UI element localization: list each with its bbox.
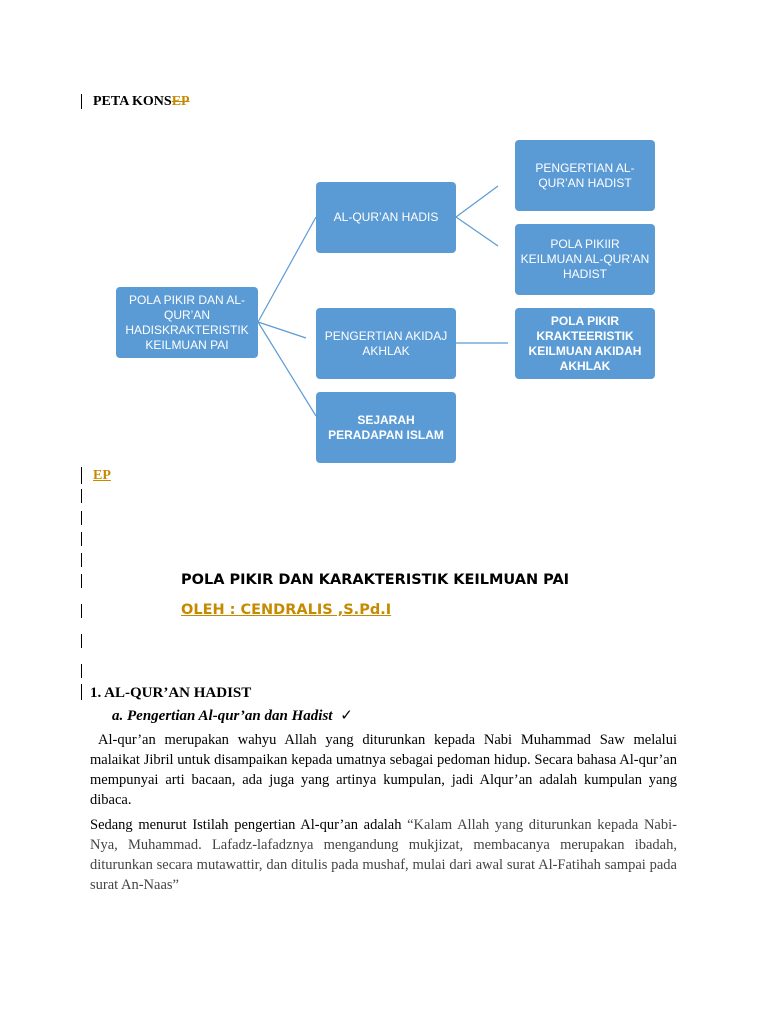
subsection-text: a. Pengertian Al-qur’an dan Hadist xyxy=(112,708,333,724)
paragraph-lead: Sedang menurut Istilah pengertian Al-qur’an adalah xyxy=(90,817,408,833)
change-bar xyxy=(81,684,82,700)
document-title: POLA PIKIR DAN KARAKTERISTIK KEILMUAN PAI xyxy=(181,572,570,588)
change-bar xyxy=(81,634,82,648)
map-node-akidah-akhlak: PENGERTIAN AKIDAJ AKHLAK xyxy=(316,308,456,379)
paragraph: Al-qur’an merupakan wahyu Allah yang diturunkan kepada Nabi Muhammad Saw melalui malaikat Jibril untuk disampaikan kepada umatnya sebagai pedoman hidup. Secara bahasa Al-qur’an mempunyai arti bacaan, ada juga yang artinya kumpulan, jadi Alqur’an adalah kumpulan yang dibaca. xyxy=(90,732,677,808)
deleted-text: EP xyxy=(171,94,190,109)
subsection-heading xyxy=(112,706,353,725)
map-node-pola-pikir-quran: POLA PIKIIR KEILMUAN AL-QUR’AN HADIST xyxy=(515,224,655,295)
quotation: “Kalam Allah yang diturunkan kepada Nabi-Nya, Muhammad. Lafadz-lafadznya mengandung mukjizat, membacanya merupakan ibadah, diturunkan secara mutawattir, dan ditulis pada mushaf, mulai dari awal surat Al-Fatihah sampai pada surat An-Naas” xyxy=(90,817,677,893)
map-node-sejarah: SEJARAH PERADAPAN ISLAM xyxy=(316,392,456,463)
paragraph xyxy=(90,815,677,895)
inserted-text: EP xyxy=(93,468,111,483)
change-bar xyxy=(81,664,82,678)
change-bar xyxy=(81,489,82,503)
change-bar xyxy=(81,604,82,618)
change-bar xyxy=(81,553,82,567)
change-bar xyxy=(81,94,82,109)
checkbox-glyph: ✓ xyxy=(340,708,353,724)
change-bar xyxy=(81,574,82,588)
author-line: OLEH : CENDRALIS ,S.Pd.I xyxy=(181,602,392,618)
map-node-quran-hadis: AL-QUR’AN HADIS xyxy=(316,182,456,253)
map-node-pengertian-quran: PENGERTIAN AL-QUR’AN HADIST xyxy=(515,140,655,211)
map-node-pola-pikir-akidah: POLA PIKIR KRAKTEERISTIK KEILMUAN AKIDAH AKHLAK xyxy=(515,308,655,379)
map-root-node: POLA PIKIR DAN AL-QUR’AN HADISKRAKTERISTIK KEILMUAN PAI xyxy=(116,287,258,358)
section-heading: 1. AL-QUR’AN HADIST xyxy=(90,685,252,701)
heading-text: PETA KONS xyxy=(93,94,172,109)
page-heading xyxy=(93,94,190,110)
change-bar xyxy=(81,511,82,525)
change-bar xyxy=(81,532,82,546)
